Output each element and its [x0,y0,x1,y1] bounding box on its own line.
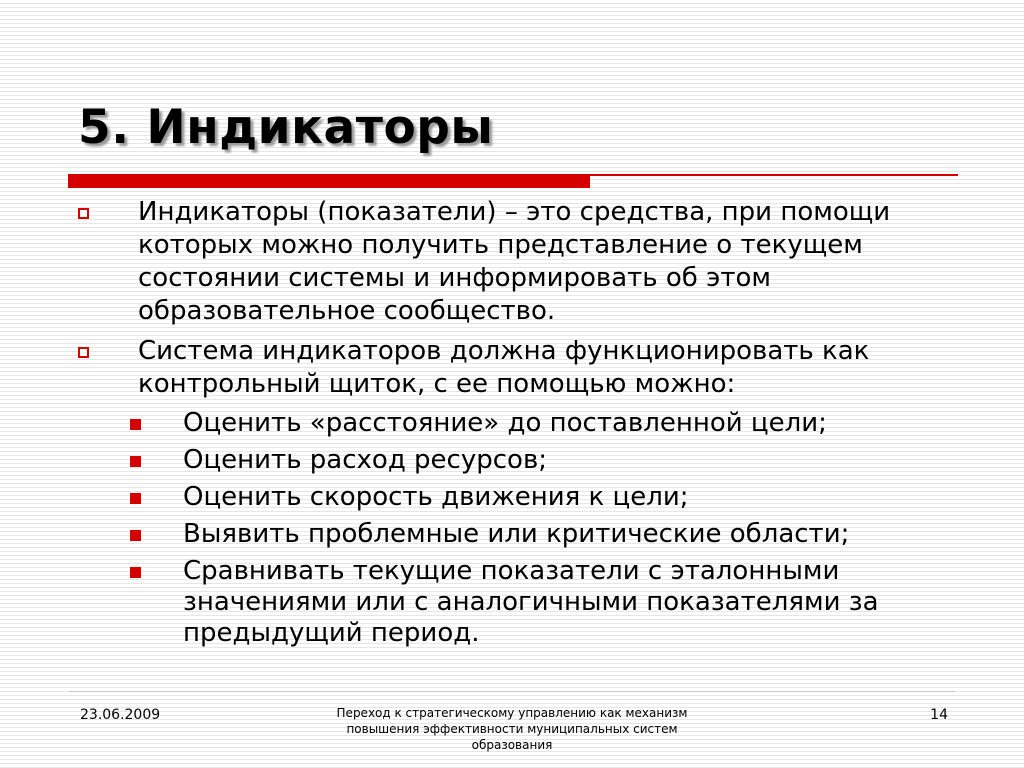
filled-square-icon [130,493,141,504]
sub-bullet-text: Сравнивать текущие показатели с эталонными значениями или с аналогичными показателями за предыдущий период. [183,556,879,648]
sub-bullet-item [0,408,943,439]
sub-bullet-item [0,519,943,550]
filled-square-icon [130,456,141,467]
sub-bullet-text: Оценить скорость движения к цели; [183,482,689,512]
bullet-text: Индикаторы (показатели) – это средства, при помощи которых можно получить представление о текущем состоянии системы и информировать об этом образовательное сообщество. [138,197,891,326]
footer-caption: Переход к стратегическому управлению как механизм повышения эффективности муниципальных систем образования [336,706,688,752]
sub-bullet-item [0,556,943,649]
filled-square-icon [130,419,141,430]
bullet-item [0,196,928,328]
sub-bullet-text: Оценить расход ресурсов; [183,445,548,475]
footer-date: 23.06.2009 [80,707,161,723]
sub-bullet-text: Выявить проблемные или критические области; [183,519,850,549]
sub-bullet-item [0,445,943,476]
filled-square-icon [130,567,141,578]
slide-body [0,196,1024,655]
hollow-square-icon [78,208,89,219]
page-number: 14 [930,707,948,723]
sub-bullet-item [0,482,943,513]
filled-square-icon [130,530,141,541]
hollow-square-icon [78,347,89,358]
bullet-text: Система индикаторов должна функционировать как контрольный щиток, с ее помощью можно: [138,336,870,399]
footer-divider [68,691,956,692]
sub-bullet-text: Оценить «расстояние» до поставленной цели; [183,408,827,438]
title-underline-thick [68,176,590,188]
slide-title: 5. Индикаторы [78,100,494,155]
bullet-item [0,335,928,401]
